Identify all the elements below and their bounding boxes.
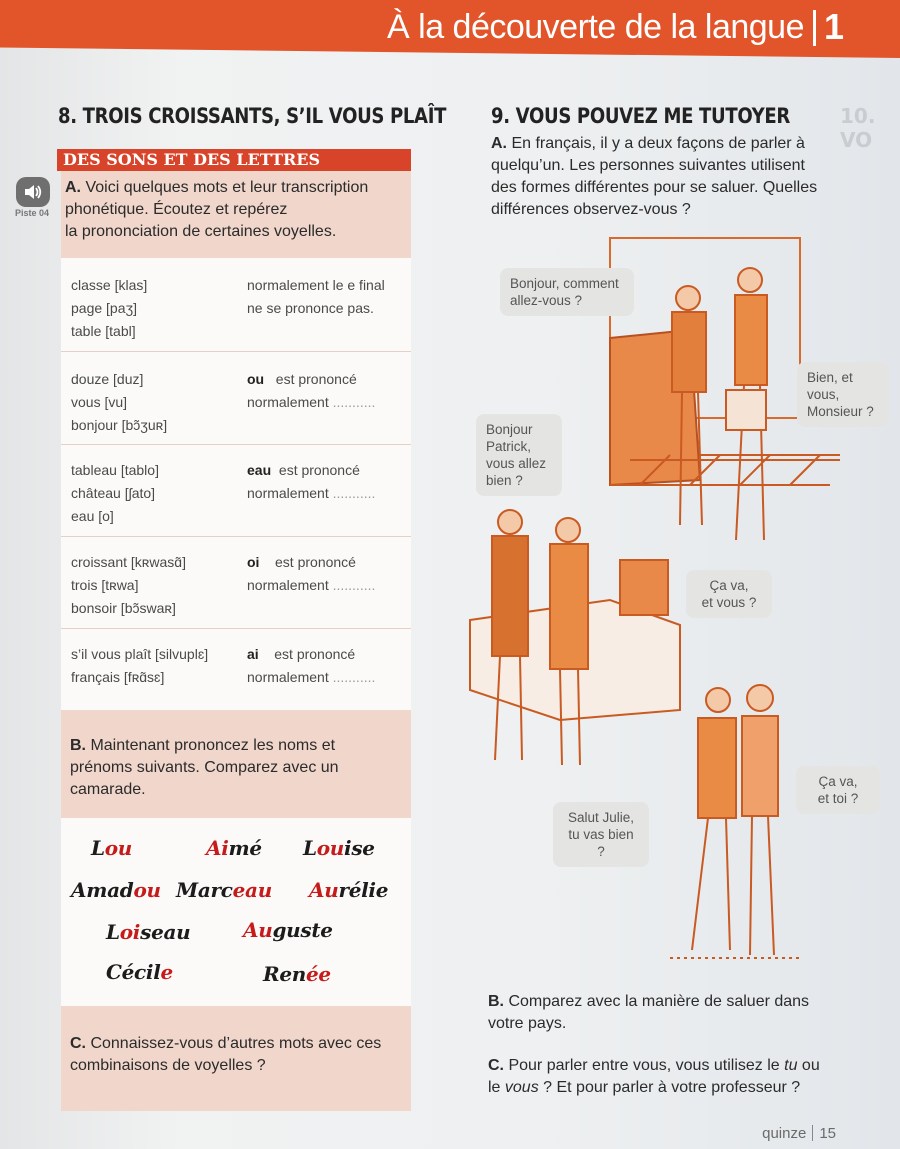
question-text: la prononciation de certaines voyelles. <box>65 223 337 240</box>
word: français [fʀɑ̃sɛ] <box>71 669 165 685</box>
word: douze [duz] <box>71 371 144 387</box>
rule-text <box>247 274 385 320</box>
question-letter: C. <box>488 1057 504 1074</box>
vowel-key: oi <box>247 554 260 570</box>
question-text: combinaisons de voyelles ? <box>70 1057 266 1074</box>
section-9-title: 9. VOUS POUVEZ ME TUTOYER <box>491 104 790 128</box>
word: château [ʃato] <box>71 485 156 501</box>
question-a-left <box>65 177 405 243</box>
rule-line: ne se prononce pas. <box>247 300 374 316</box>
chapter-number: 1 <box>823 6 844 47</box>
question-letter: C. <box>70 1035 86 1052</box>
fill-blank: ........... <box>332 394 376 410</box>
question-text: Maintenant prononcez les noms et <box>90 737 336 754</box>
question-text: quelqu’un. Les personnes suivantes utilisent <box>491 157 805 174</box>
rule-line: est prononcé <box>278 462 360 478</box>
question-letter: A. <box>491 135 507 152</box>
speech-bubble: Bien, et vous, Monsieur ? <box>797 362 889 427</box>
word: eau [o] <box>71 508 114 524</box>
question-text: phonétique. Écoutez et repérez <box>65 201 288 218</box>
question-b-right <box>488 991 838 1035</box>
phonetics-table <box>61 258 411 710</box>
page-number: 15 <box>819 1125 836 1142</box>
names-box <box>61 818 411 1006</box>
question-letter: A. <box>65 179 81 196</box>
speech-bubble: Ça va, et toi ? <box>796 766 880 814</box>
table-row <box>61 628 411 710</box>
name-aurelie: Aurélie <box>309 878 389 902</box>
rule-text <box>247 643 375 689</box>
speech-bubble: Bonjour, comment allez-vous ? <box>500 268 634 316</box>
panel-heading: DES SONS ET DES LETTRES <box>57 149 411 171</box>
audio-button[interactable] <box>16 177 50 207</box>
question-text: différences observez-vous ? <box>491 201 691 218</box>
table-row <box>61 351 411 444</box>
rule-text <box>247 459 375 505</box>
fill-blank: ........... <box>332 485 376 501</box>
rule-line: normalement <box>247 669 329 685</box>
rule-line: est prononcé <box>275 371 357 387</box>
word: croissant [kʀwasɑ̃] <box>71 554 186 570</box>
question-letter: B. <box>488 993 504 1010</box>
word-list <box>71 274 147 343</box>
word: bonjour [bɔ̃ʒuʀ] <box>71 417 168 433</box>
question-text: camarade. <box>70 781 146 798</box>
word: s’il vous plaît [silvuplɛ] <box>71 646 209 662</box>
word: page [paʒ] <box>71 300 138 316</box>
table-row <box>61 258 411 351</box>
vowel-key: ou <box>247 371 265 387</box>
table-row <box>61 536 411 628</box>
name-marceau: Marceau <box>176 878 272 902</box>
background-bleed-text: 10. VO <box>840 104 876 152</box>
name-lou: Lou <box>91 836 133 860</box>
greeting-illustration <box>460 230 880 975</box>
question-c-right: C. Pour parler entre vous, vous utilisez le tu ou le vous ? Et pour parler à votre professeur ? <box>488 1057 820 1096</box>
speech-bubble: Salut Julie, tu vas bien ? <box>553 802 649 867</box>
page-footer <box>762 1125 836 1142</box>
page-number-word: quinze <box>762 1125 807 1142</box>
chapter-title: À la découverte de la langue <box>387 8 804 46</box>
name-renee: Renée <box>263 962 331 986</box>
question-text: Comparez avec la manière de saluer dans <box>508 993 810 1010</box>
fill-blank: ........... <box>332 577 376 593</box>
question-text: Voici quelques mots et leur transcription <box>85 179 369 196</box>
vowel-key: eau <box>247 462 272 478</box>
rule-line: normalement le e final <box>247 277 385 293</box>
question-text: des formes différentes pour se saluer. Quelles <box>491 179 818 196</box>
track-label: Piste 04 <box>15 208 50 218</box>
header-separator <box>813 10 816 46</box>
table-row <box>61 444 411 536</box>
rule-text <box>247 368 375 414</box>
question-a-right <box>491 133 841 221</box>
question-text: votre pays. <box>488 1015 567 1032</box>
speech-bubble: Ça va, et vous ? <box>686 570 772 618</box>
name-loiseau: Loiseau <box>106 920 191 944</box>
word: table [tabl] <box>71 323 136 339</box>
speaker-icon <box>23 182 43 202</box>
rule-line: normalement <box>247 577 329 593</box>
vowel-key: ai <box>247 646 259 662</box>
fill-blank: ........... <box>332 669 376 685</box>
name-amadou: Amadou <box>71 878 161 902</box>
question-text: prénoms suivants. Comparez avec un <box>70 759 339 776</box>
question-text: Connaissez-vous d’autres mots avec ces <box>90 1035 382 1052</box>
rule-text <box>247 551 375 597</box>
section-8-title: 8. TROIS CROISSANTS, S’IL VOUS PLAÎT <box>58 104 447 128</box>
word: tableau [tablo] <box>71 462 159 478</box>
word: classe [klas] <box>71 277 148 293</box>
rule-line: normalement <box>247 394 329 410</box>
question-b-left <box>70 735 405 801</box>
name-louise: Louise <box>303 836 375 860</box>
name-aime: Aimé <box>206 836 262 860</box>
rule-line: est prononcé <box>274 646 356 662</box>
question-c-left <box>70 1033 405 1077</box>
name-cecile: Cécile <box>106 960 173 984</box>
word: bonsoir [bɔ̃swaʀ] <box>71 600 176 616</box>
name-auguste: Auguste <box>243 918 333 942</box>
rule-line: normalement <box>247 485 329 501</box>
word: vous [vu] <box>71 394 128 410</box>
question-letter: B. <box>70 737 86 754</box>
rule-line: est prononcé <box>275 554 356 570</box>
speech-bubble: Bonjour Patrick, vous allez bien ? <box>476 414 562 496</box>
question-text: En français, il y a deux façons de parler à <box>511 135 805 152</box>
word: trois [tʀwa] <box>71 577 139 593</box>
